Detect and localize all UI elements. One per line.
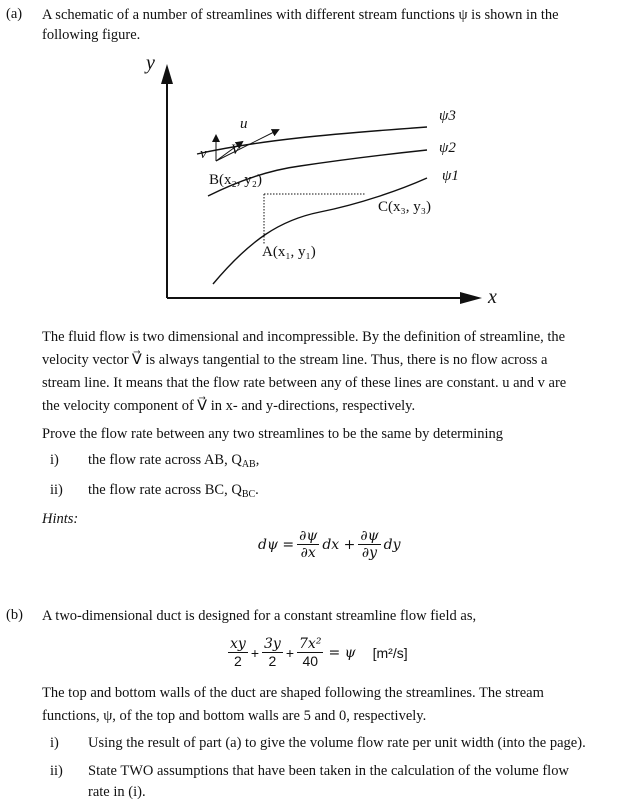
item-b-i-num: i) bbox=[50, 735, 59, 751]
hint-num-1: ∂ψ bbox=[299, 528, 318, 544]
item-b-ii-text-2: rate in (i). bbox=[88, 784, 146, 800]
item-a-ii-sub: BC bbox=[241, 489, 256, 500]
eq-d3: 40 bbox=[302, 653, 319, 669]
eq-units: [m²/s] bbox=[372, 644, 408, 661]
item-a-i-sub: AB bbox=[241, 459, 256, 470]
body-line-1: The fluid flow is two dimensional and incompressible. By the definition of streamline, the bbox=[42, 329, 566, 345]
y-axis-arrowhead bbox=[161, 64, 173, 84]
v-label: v bbox=[200, 146, 207, 162]
hint-frac-1 bbox=[297, 528, 319, 561]
hint-equation bbox=[258, 528, 400, 561]
point-c-label: C(x₃, y₃) bbox=[378, 199, 431, 215]
eq-d1: 2 bbox=[234, 653, 242, 669]
hint-end: dy bbox=[383, 536, 401, 553]
part-a-marker: (a) bbox=[6, 6, 23, 22]
hint-frac-2 bbox=[358, 528, 380, 561]
eq-n1: xy bbox=[230, 636, 246, 652]
part-b-intro: A two-dimensional duct is designed for a constant streamline flow field as, bbox=[42, 608, 477, 624]
duct-equation bbox=[228, 636, 408, 669]
item-a-i-num: i) bbox=[50, 452, 59, 468]
item-b-ii-num: ii) bbox=[50, 763, 63, 779]
streamline-psi1 bbox=[213, 178, 427, 284]
eq-plus-1: + bbox=[250, 644, 259, 661]
item-a-i-end: , bbox=[255, 452, 260, 468]
hint-lhs: dψ = bbox=[258, 536, 295, 553]
psi3-label: ψ3 bbox=[439, 108, 456, 124]
psi1-label: ψ1 bbox=[442, 168, 459, 184]
item-a-ii-text: the flow rate across BC, Q bbox=[88, 482, 242, 498]
point-a-label: A(x₁, y₁) bbox=[262, 244, 316, 260]
eq-frac-2 bbox=[262, 636, 283, 669]
body-line-4: the velocity component of V⃗ in x- and y-directions, respectively. bbox=[42, 398, 416, 414]
part-b-marker: (b) bbox=[6, 607, 23, 623]
point-b-label: B(x₂, y₂) bbox=[209, 172, 262, 188]
hint-num-2: ∂ψ bbox=[360, 528, 379, 544]
x-axis-arrowhead bbox=[460, 292, 482, 304]
item-b-ii-text: State TWO assumptions that have been taken in the calculation of the volume flow bbox=[88, 763, 569, 779]
hint-den-2: ∂y bbox=[361, 545, 378, 561]
eq-frac-3 bbox=[297, 636, 323, 669]
part-a-intro-2: following figure. bbox=[42, 27, 141, 43]
body-line-3: stream line. It means that the flow rate between any of these lines are constant. u and v are bbox=[42, 375, 567, 391]
body-line-2: velocity vector V⃗ is always tangential to the stream line. Thus, there is no flow across a bbox=[42, 352, 548, 368]
part-b-body-1: The top and bottom walls of the duct are shaped following the streamlines. The stream bbox=[42, 685, 544, 701]
hints-label: Hints: bbox=[42, 511, 79, 527]
eq-n2: 3y bbox=[264, 636, 281, 652]
item-b-i-text: Using the result of part (a) to give the volume flow rate per unit width (into the page). bbox=[88, 735, 586, 751]
u-label: u bbox=[240, 116, 248, 132]
eq-rhs: = ψ bbox=[328, 644, 356, 661]
part-a-intro-1: A schematic of a number of streamlines with different stream functions ψ is shown in the bbox=[42, 7, 559, 23]
item-a-i-text: the flow rate across AB, Q bbox=[88, 452, 242, 468]
part-b-body-2: functions, ψ, of the top and bottom walls are 5 and 0, respectively. bbox=[42, 708, 427, 724]
x-axis-label: x bbox=[488, 286, 497, 308]
item-a-ii bbox=[88, 482, 259, 500]
eq-n3: 7x² bbox=[299, 636, 322, 652]
psi2-label: ψ2 bbox=[439, 140, 456, 156]
hint-mid: dx + bbox=[322, 536, 356, 553]
item-a-ii-num: ii) bbox=[50, 482, 63, 498]
item-a-ii-end: . bbox=[255, 482, 259, 498]
eq-plus-2: + bbox=[285, 644, 295, 661]
prove-text: Prove the flow rate between any two streamlines to be the same by determining bbox=[42, 426, 504, 442]
V-vector-label: V⃗ bbox=[231, 142, 252, 158]
hint-den-1: ∂x bbox=[300, 545, 316, 561]
item-a-i bbox=[88, 452, 259, 470]
streamline-figure bbox=[0, 0, 626, 320]
y-axis-label: y bbox=[146, 52, 155, 74]
eq-d2: 2 bbox=[268, 653, 277, 669]
eq-frac-1 bbox=[228, 636, 248, 669]
